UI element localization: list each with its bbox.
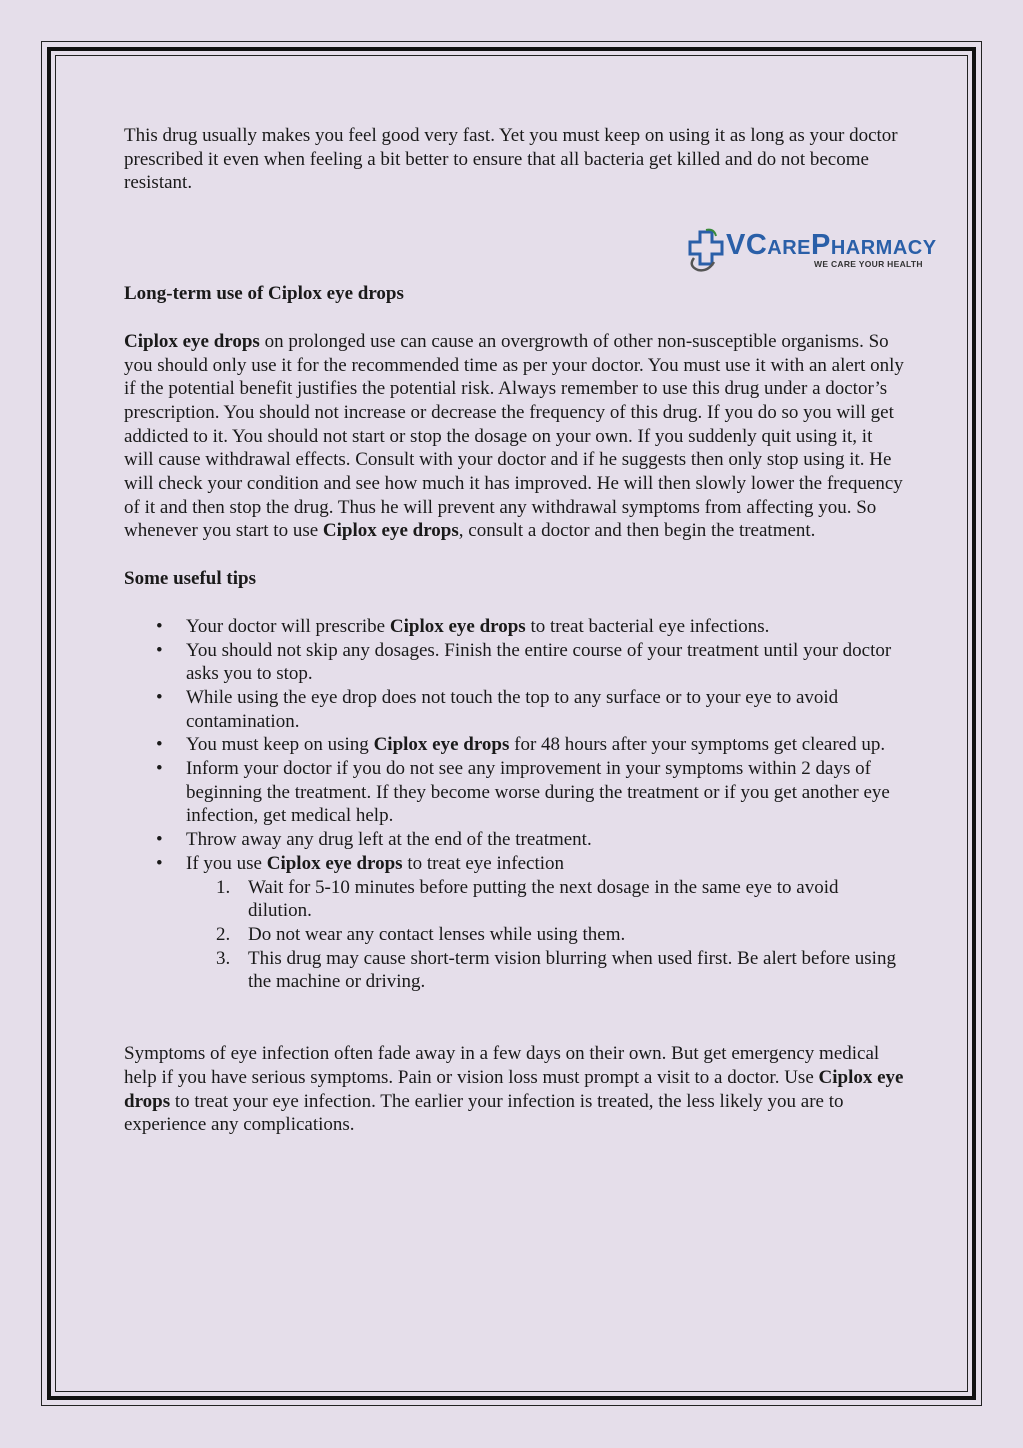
- drug-name-bold: Ciplox eye drops: [266, 852, 403, 874]
- intro-paragraph: This drug usually makes you feel good very fast. Yet you must keep on using it as long as your doctor prescribed it even when feeling a bit better to ensure that all bacteria get killed and do not become resistant.: [124, 125, 898, 194]
- logo-tagline: WE CARE YOUR HEALTH: [814, 259, 923, 269]
- section-heading-long-term-use: Long-term use of Ciplox eye drops: [124, 283, 404, 305]
- drug-name-bold: Ciplox eye drops: [322, 520, 459, 542]
- drug-name-bold: Ciplox eye drops: [124, 330, 260, 352]
- list-item: • Your doctor will prescribe Ciplox eye drops to treat bacterial eye infections.: [186, 615, 904, 639]
- drug-name-bold: Ciplox eye drops: [373, 734, 510, 756]
- list-item: 2. Do not wear any contact lenses while using them.: [216, 923, 626, 945]
- drug-name-bold: Ciplox eye drops: [389, 615, 526, 637]
- tips-list: [124, 615, 904, 994]
- paragraph-text: on prolonged use can cause an overgrowth of other non-susceptible organisms. So you should only use it for the recommended time as per your doctor. You must use it with an alert only if the potential benefit justifies the potential risk. Always remember to use this drug under a doctor’s prescription. You should not increase or decrease the frequency of this drug. If you do so you will get addicted to it. You should not start or stop the dosage on your own. If you suddenly quit using it, it will cause withdrawal effects. Consult with your doctor and if he suggests then only stop using it. He will check your condition and see how much it has improved. He will then slowly lower the frequency of it and then stop the drug. Thus he will prevent any withdrawal symptoms from affecting you. So whenever you start to use: [124, 330, 904, 542]
- logo-brand-text: VCarePharmacy: [726, 229, 937, 261]
- long-term-use-paragraph: [124, 330, 904, 543]
- list-item: • Inform your doctor if you do not see any improvement in your symptoms within 2 days of beginning the treatment. If they become worse during the treatment or if you get another eye infection, get medical help.: [186, 757, 904, 828]
- section-heading-useful-tips: Some useful tips: [124, 568, 256, 590]
- list-item: 1. Wait for 5-10 minutes before putting the next dosage in the same eye to avoid dilution.: [216, 876, 839, 922]
- list-item: 3. This drug may cause short-term vision blurring when used first. Be alert before using the machine or driving.: [216, 947, 896, 993]
- closing-paragraph: Symptoms of eye infection often fade away in a few days on their own. But get emergency medical help if you have serious symptoms. Pain or vision loss must prompt a visit to a doctor. Use Ciplox eye drops to treat your eye infection. The earlier your infection is treated, the less likely you are to experience any complications.: [124, 1043, 904, 1136]
- paragraph-text: , consult a doctor and then begin the treatment.: [458, 520, 816, 542]
- drug-name-bold: Ciplox eye drops: [124, 1066, 904, 1112]
- list-item: • You must keep on using Ciplox eye drops for 48 hours after your symptoms get cleared up.: [186, 733, 904, 757]
- usage-steps-list: [186, 876, 904, 995]
- list-item: • If you use Ciplox eye drops to treat eye infection 1. Wait for 5-10 minutes before putting the next dosage in the same eye to avoid dilution. 2. Do not wear any contact lenses while using them. 3. This drug may cause short-term vision blurring when used first. Be alert before using the machine or driving.: [186, 852, 904, 994]
- document-body: [124, 124, 904, 1137]
- list-item: • You should not skip any dosages. Finish the entire course of your treatment until your doctor asks you to stop.: [186, 639, 904, 686]
- list-item: • While using the eye drop does not touch the top to any surface or to your eye to avoid contamination.: [186, 686, 904, 733]
- list-item: • Throw away any drug left at the end of the treatment.: [186, 828, 904, 852]
